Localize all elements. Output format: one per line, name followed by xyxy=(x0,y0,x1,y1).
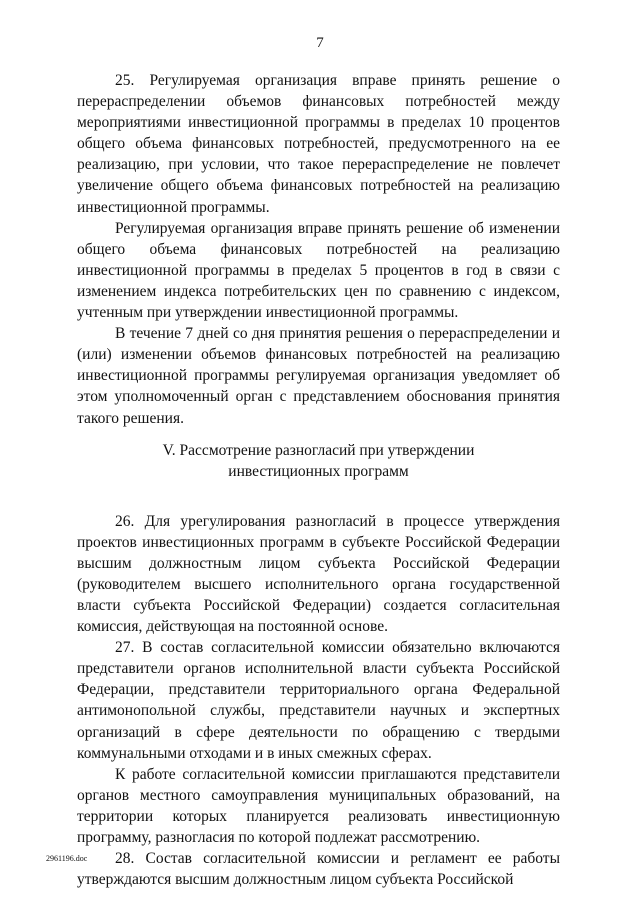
paragraph-25: 25. Регулируемая организация вправе принять решение о перераспределении объемов финансовых потребностей между мероприятиями инвестиционной программы в пределах 10 процентов общего объема финансовых потребностей, предусмотренного на ее реализацию, при условии, что такое перераспределение не повлечет увеличение общего объема финансовых потребностей на реализацию инвестиционной программы. xyxy=(77,72,560,216)
section-heading-line-2: инвестиционных программ xyxy=(228,462,409,480)
footer-doc-code: 2961196.doc xyxy=(46,854,88,863)
page-number: 7 xyxy=(316,35,324,51)
paragraph-25-notification: В течение 7 дней со дня принятия решения о перераспределении и (или) изменении объемов финансовых потребностей на реализацию инвестиционной программы регулируемая организация уведомляет об этом уполномоченный орган с представлением обоснования принятия такого решения. xyxy=(77,325,560,427)
paragraph-26: 26. Для урегулирования разногласий в процессе утверждения проектов инвестиционных программ в субъекте Российской Федерации высшим должностным лицом субъекта Российской Федерации (руководителем высшего исполнительного органа государственной власти субъекта Российской Федерации) создается согласительная комиссия, действующая на постоянной основе. xyxy=(77,512,560,636)
paragraph-27-invitees: К работе согласительной комиссии приглашаются представители органов местного самоуправления муниципальных образований, на территории которых планируется реализовать инвестиционную программу, разногласия по которой подлежат рассмотрению. xyxy=(77,765,560,846)
document-body xyxy=(77,70,560,890)
paragraph-28: 28. Состав согласительной комиссии и регламент ее работы утверждаются высшим должностным лицом субъекта Российской xyxy=(77,850,560,889)
paragraph-25-budget-change: Регулируемая организация вправе принять решение об изменении общего объема финансовых потребностей на реализацию инвестиционной программы в пределах 5 процентов в год в связи с изменением индекса потребительских цен по сравнению с индексом, учтенным при утверждении инвестиционной программы. xyxy=(77,219,560,322)
section-heading-line-1: V. Рассмотрение разногласий при утверждении xyxy=(162,441,475,459)
paragraph-27: 27. В состав согласительной комиссии обязательно включаются представители органов исполнительной власти субъекта Российской Федерации, представители территориального органа Федеральной антимонопольной службы, представители научных и экспертных организаций в сфере деятельности по обращению с твердыми коммунальными отходами и в иных смежных сферах. xyxy=(77,639,560,762)
section-heading xyxy=(77,440,560,482)
